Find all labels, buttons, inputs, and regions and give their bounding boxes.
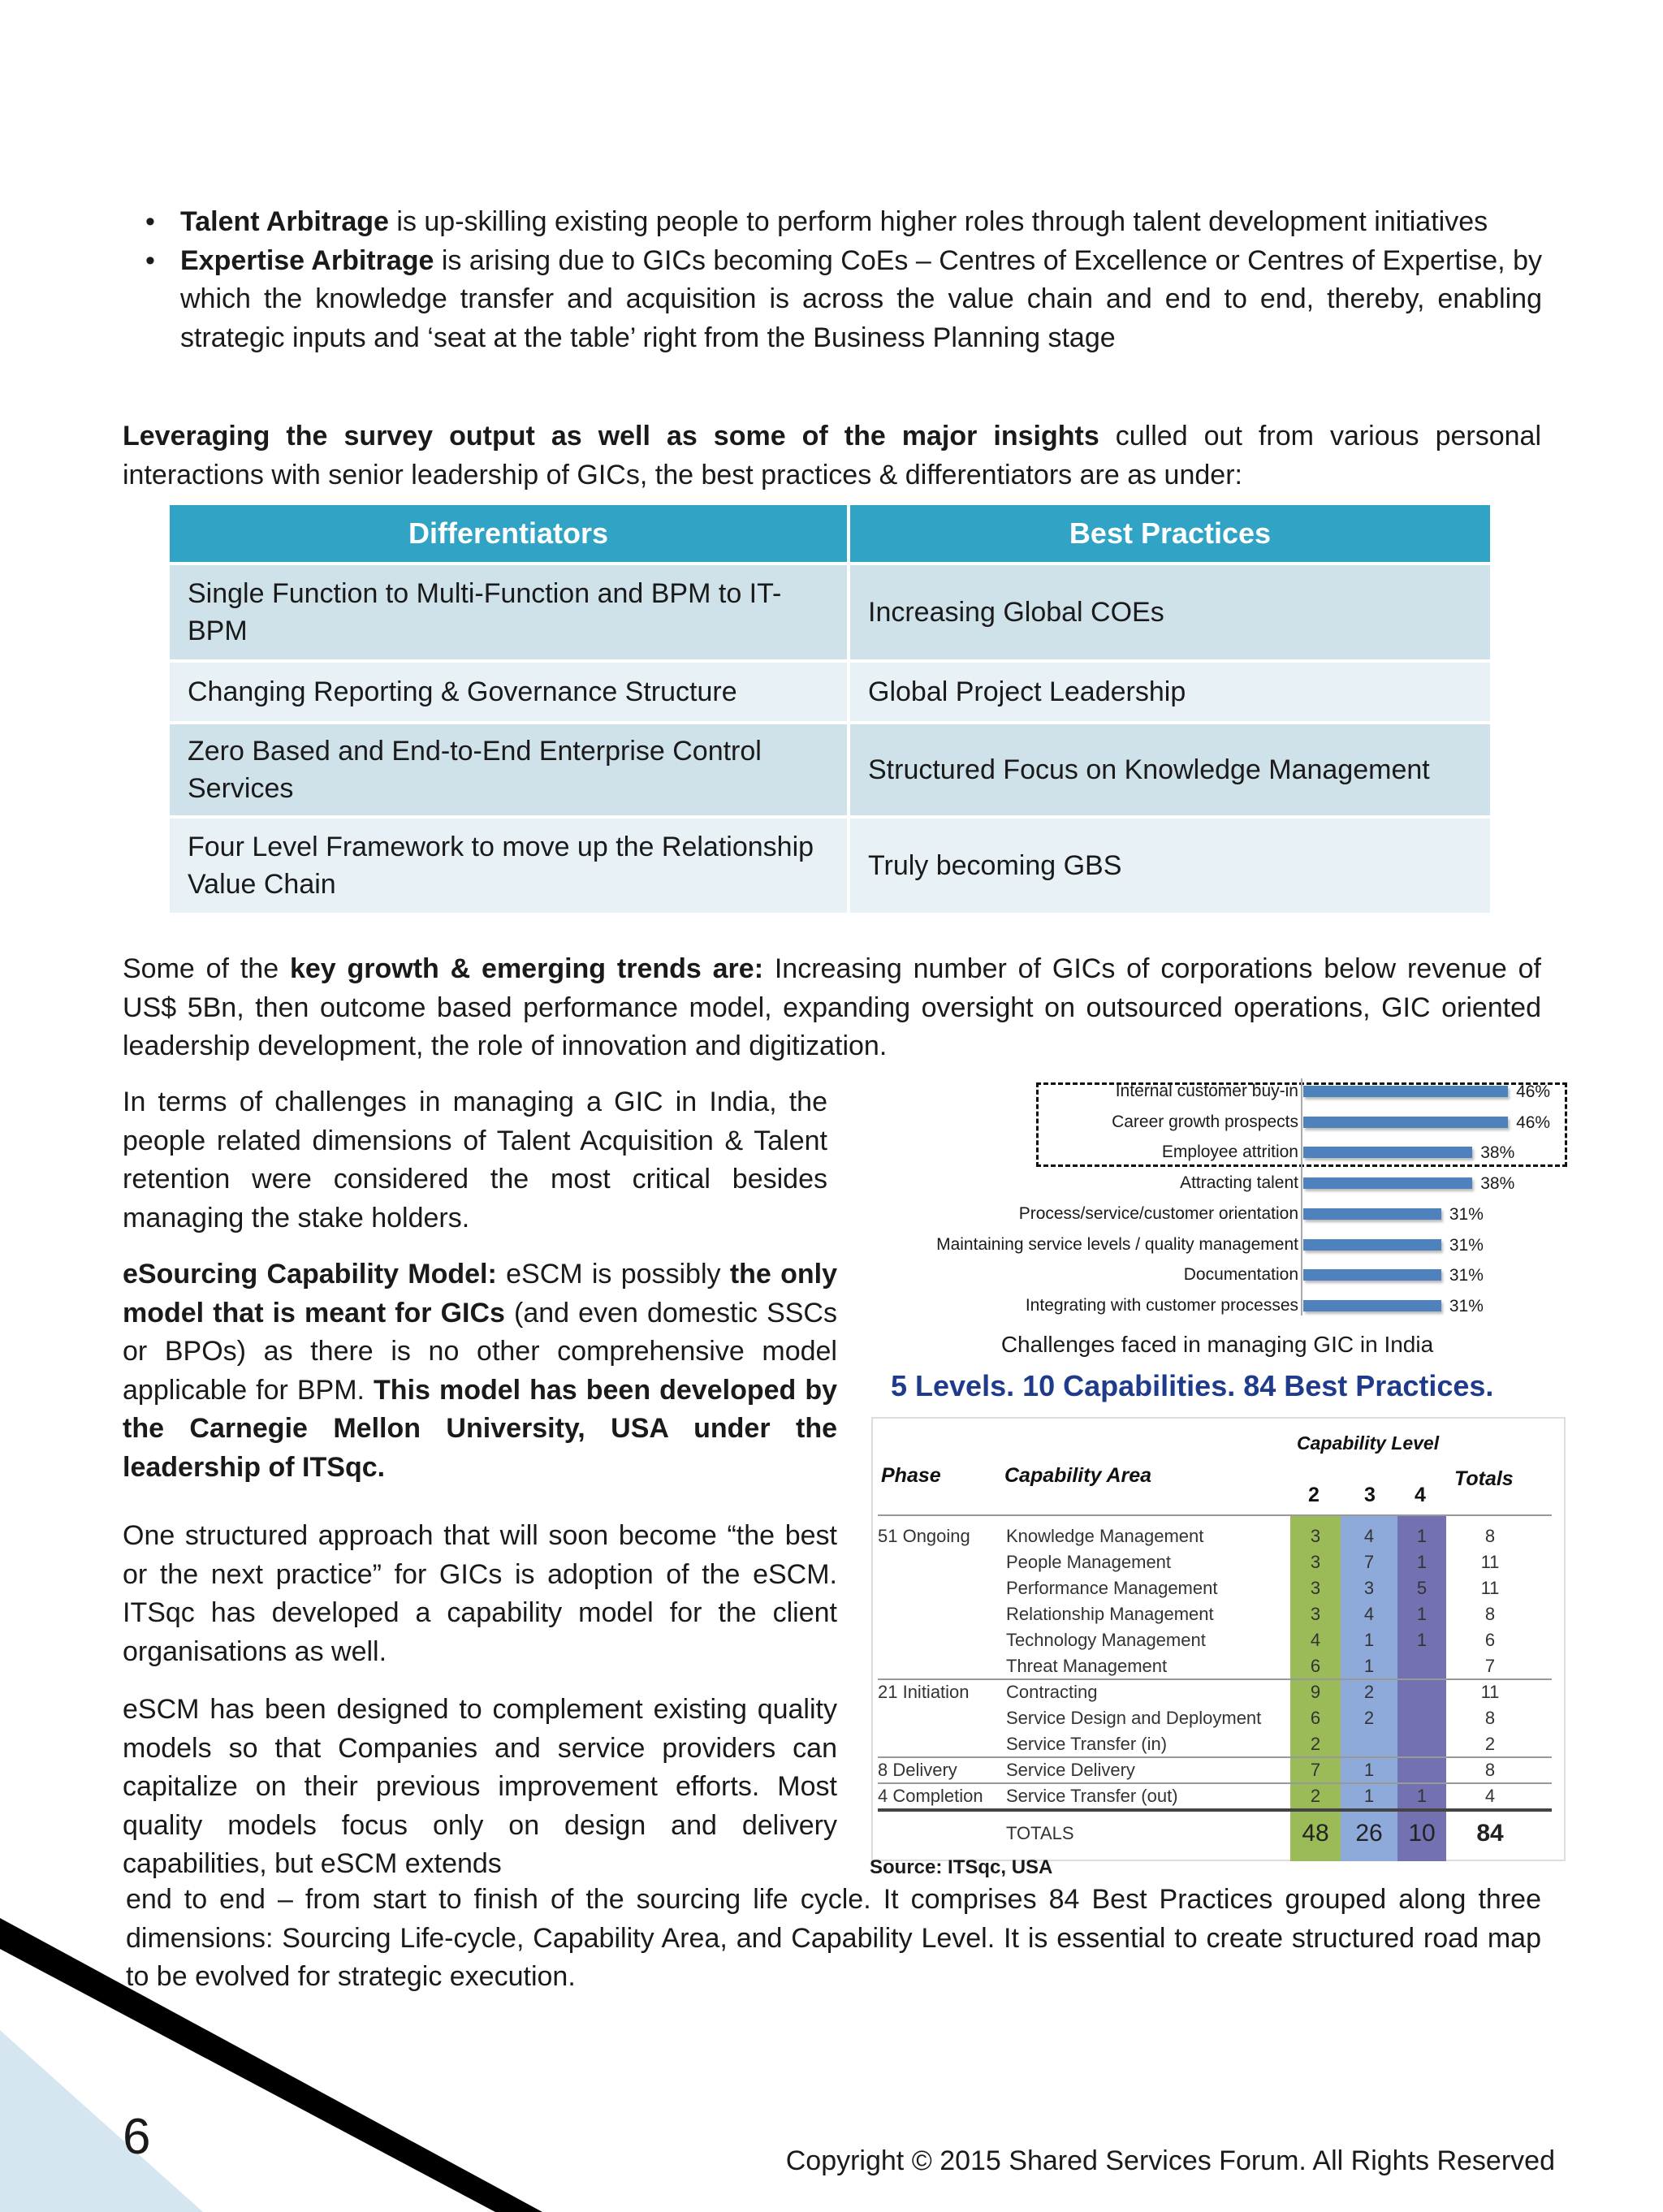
divider xyxy=(878,1756,1552,1758)
phase-label: 8 Delivery xyxy=(878,1760,957,1780)
escm-heading: 5 Levels. 10 Capabilities. 84 Best Practices. xyxy=(891,1369,1494,1402)
header-capability-level: Capability Level xyxy=(1297,1432,1440,1454)
source-note: Source: ITSqc, USA xyxy=(870,1856,1053,1878)
cell-value: 4 xyxy=(1484,1786,1496,1806)
bar-value-label: 38% xyxy=(1480,1174,1515,1194)
total-value: 26 xyxy=(1355,1820,1383,1847)
cell-value: 1 xyxy=(1416,1786,1428,1806)
capability-area: Threat Management xyxy=(1006,1656,1168,1676)
bar-label: Maintaining service levels / quality management xyxy=(936,1234,1298,1254)
cell-value: 1 xyxy=(1363,1786,1375,1806)
page-number: 6 xyxy=(123,2109,151,2165)
cell-value: 7 xyxy=(1484,1656,1496,1676)
cell-value: 8 xyxy=(1484,1760,1496,1780)
header-totals: Totals xyxy=(1454,1467,1514,1490)
bar xyxy=(1303,1239,1441,1251)
capability-area: Relationship Management xyxy=(1006,1604,1214,1624)
cell-value: 11 xyxy=(1480,1682,1500,1702)
bar-value-label: 31% xyxy=(1449,1296,1484,1316)
trends-paragraph: Some of the key growth & emerging trends are: Increasing number of GICs of corporations below revenue of US$ 5Bn, then outcome based performance model, expanding oversight on outsourced operations, GIC oriented leadership development, the role of innovation and digitization. xyxy=(123,953,1542,1061)
escm-design-paragraph: eSCM has been designed to complement existing quality models so that Companies and service providers can capitalize on their previous improvement efforts. Most quality models focus only on design and delivery capabilities, but eSCM extends xyxy=(123,1694,837,1879)
total-value: 48 xyxy=(1302,1820,1329,1847)
cell-value: 6 xyxy=(1484,1630,1496,1650)
cell-value: 7 xyxy=(1310,1760,1321,1780)
cell-value: 1 xyxy=(1363,1760,1375,1780)
table-row: Zero Based and End-to-End Enterprise Control Services Structured Focus on Knowledge Management xyxy=(170,724,1490,815)
bar-value-label: 38% xyxy=(1480,1143,1515,1163)
header-level-3: 3 xyxy=(1364,1484,1376,1506)
cell-value: 1 xyxy=(1416,1552,1428,1572)
bar xyxy=(1303,1117,1508,1128)
capability-area: Service Design and Deployment xyxy=(1006,1708,1262,1728)
header-capability-area: Capability Area xyxy=(1004,1464,1152,1487)
cell-value: 2 xyxy=(1363,1682,1375,1702)
bar-label: Career growth prospects xyxy=(1112,1112,1298,1131)
cell-value: 3 xyxy=(1310,1578,1321,1598)
capability-area: Service Transfer (in) xyxy=(1006,1734,1168,1754)
cell-value: 8 xyxy=(1484,1604,1496,1624)
differentiators-table xyxy=(166,502,1493,916)
bullet-list xyxy=(145,203,1542,357)
intro-paragraph: Leveraging the survey output as well as some of the major insights culled out from various personal interactions with senior leadership of GICs, the best practices & differentiators are as under: xyxy=(123,421,1542,490)
phase-label: 4 Completion xyxy=(878,1786,983,1806)
chart-caption: Challenges faced in managing GIC in India xyxy=(1000,1332,1434,1357)
challenges-bar-chart xyxy=(860,1072,1574,1372)
totals-label: TOTALS xyxy=(1006,1823,1074,1843)
cell-value: 2 xyxy=(1363,1708,1375,1728)
cell-value: 2 xyxy=(1484,1734,1496,1754)
cell-value: 2 xyxy=(1310,1786,1321,1806)
cell-value: 6 xyxy=(1310,1656,1321,1676)
cell-value: 3 xyxy=(1310,1526,1321,1546)
cell-value: 8 xyxy=(1484,1708,1496,1728)
challenges-paragraph: In terms of challenges in managing a GIC in India, the people related dimensions of Talent Acquisition & Talent retention were considered the most critical besides managing the stake holders. xyxy=(123,1087,827,1233)
bullet-talent-arbitrage: • Talent Arbitrage is up-skilling existing people to perform higher roles through talent development initiatives xyxy=(145,203,1542,242)
escm-paragraph: eSourcing Capability Model: eSCM is possibly the only model that is meant for GICs (and even domestic SSCs or BPOs) as there is no other comprehensive model applicable for BPM. This model has been developed by the Carnegie Mellon University, USA under the leadership of ITSqc. xyxy=(123,1259,837,1483)
header-phase: Phase xyxy=(881,1464,941,1487)
divider xyxy=(878,1514,1552,1516)
cell-value: 3 xyxy=(1310,1552,1321,1572)
bar xyxy=(1303,1208,1441,1220)
bar xyxy=(1303,1300,1441,1311)
divider xyxy=(878,1678,1552,1680)
cell-value: 6 xyxy=(1310,1708,1321,1728)
header-best-practices: Best Practices xyxy=(850,505,1490,562)
cell-value: 1 xyxy=(1363,1630,1375,1650)
divider xyxy=(878,1808,1552,1812)
cell-value: 3 xyxy=(1310,1604,1321,1624)
cell-value: 7 xyxy=(1363,1552,1375,1572)
bar-value-label: 31% xyxy=(1449,1204,1484,1224)
bar-label: Internal customer buy-in xyxy=(1115,1082,1298,1100)
cell-value: 9 xyxy=(1310,1682,1321,1702)
cell-value: 2 xyxy=(1310,1734,1321,1754)
bullet-icon: • xyxy=(145,244,155,276)
bar-label: Attracting talent xyxy=(1180,1173,1298,1193)
phase-label: 21 Initiation xyxy=(878,1682,970,1702)
bar-value-label: 31% xyxy=(1449,1266,1484,1285)
header-level-4: 4 xyxy=(1415,1484,1426,1506)
chart-axis xyxy=(1301,1078,1302,1316)
bar-value-label: 31% xyxy=(1449,1235,1484,1255)
bullet-icon: • xyxy=(145,206,155,237)
cell-value: 4 xyxy=(1363,1604,1375,1624)
cell-value: 5 xyxy=(1416,1578,1428,1598)
bar-label: Documentation xyxy=(1183,1265,1298,1285)
bar-label: Integrating with customer processes xyxy=(1025,1295,1298,1315)
escm-design-paragraph-continued: end to end – from start to finish of the sourcing life cycle. It comprises 84 Best Practices grouped along three dimensions: Sourcing Life-cycle, Capability Area, and Capability Level. It is essential to create structured road map to be evolved for strategic execution. xyxy=(126,1884,1541,1992)
structured-approach-paragraph: One structured approach that will soon become “the best or the next practice” for GICs is adoption of the eSCM. ITSqc has developed a capability model for the client organisations as well. xyxy=(123,1520,837,1667)
header-level-2: 2 xyxy=(1308,1484,1320,1506)
phase-label: 51 Ongoing xyxy=(878,1526,970,1546)
header-differentiators: Differentiators xyxy=(170,505,847,562)
cell-value: 4 xyxy=(1363,1526,1375,1546)
total-value: 10 xyxy=(1408,1820,1436,1847)
capability-area: Knowledge Management xyxy=(1006,1526,1204,1546)
capability-area: Service Transfer (out) xyxy=(1006,1786,1178,1806)
bar-value-label: 46% xyxy=(1516,1082,1551,1101)
total-value: 84 xyxy=(1476,1820,1504,1847)
capability-area: Contracting xyxy=(1006,1682,1098,1702)
divider xyxy=(878,1782,1552,1784)
bar-value-label: 46% xyxy=(1516,1112,1551,1132)
copyright-footer: Copyright © 2015 Shared Services Forum. All Rights Reserved xyxy=(785,2145,1555,2176)
table-row: Single Function to Multi-Function and BPM to IT-BPM Increasing Global COEs xyxy=(170,565,1490,659)
bar xyxy=(1303,1269,1441,1281)
cell-value: 3 xyxy=(1363,1578,1375,1598)
escm-capability-table xyxy=(871,1417,1566,1861)
cell-value: 1 xyxy=(1363,1656,1375,1676)
bar xyxy=(1303,1177,1472,1189)
capability-area: Performance Management xyxy=(1006,1578,1218,1598)
cell-value: 11 xyxy=(1480,1578,1500,1598)
bar-label: Process/service/customer orientation xyxy=(1018,1203,1298,1223)
cell-value: 11 xyxy=(1480,1552,1500,1572)
table-row: Four Level Framework to move up the Relationship Value Chain Truly becoming GBS xyxy=(170,819,1490,913)
capability-area: People Management xyxy=(1006,1552,1172,1572)
bar-label: Employee attrition xyxy=(1161,1143,1298,1162)
bar xyxy=(1303,1086,1508,1097)
cell-value: 1 xyxy=(1416,1604,1428,1624)
cell-value: 8 xyxy=(1484,1526,1496,1546)
capability-area: Technology Management xyxy=(1006,1630,1206,1650)
table-row: Changing Reporting & Governance Structure Global Project Leadership xyxy=(170,663,1490,721)
bar xyxy=(1303,1147,1472,1158)
cell-value: 1 xyxy=(1416,1630,1428,1650)
cell-value: 4 xyxy=(1310,1630,1321,1650)
bullet-expertise-arbitrage: • Expertise Arbitrage is arising due to GICs becoming CoEs – Centres of Excellence or Centres of Expertise, by which the knowledge transfer and acquisition is across the value chain and end to end, thereby, enabling strategic inputs and ‘seat at the table’ right from the Business Planning stage xyxy=(145,242,1542,358)
capability-area: Service Delivery xyxy=(1006,1760,1135,1780)
cell-value: 1 xyxy=(1416,1526,1428,1546)
